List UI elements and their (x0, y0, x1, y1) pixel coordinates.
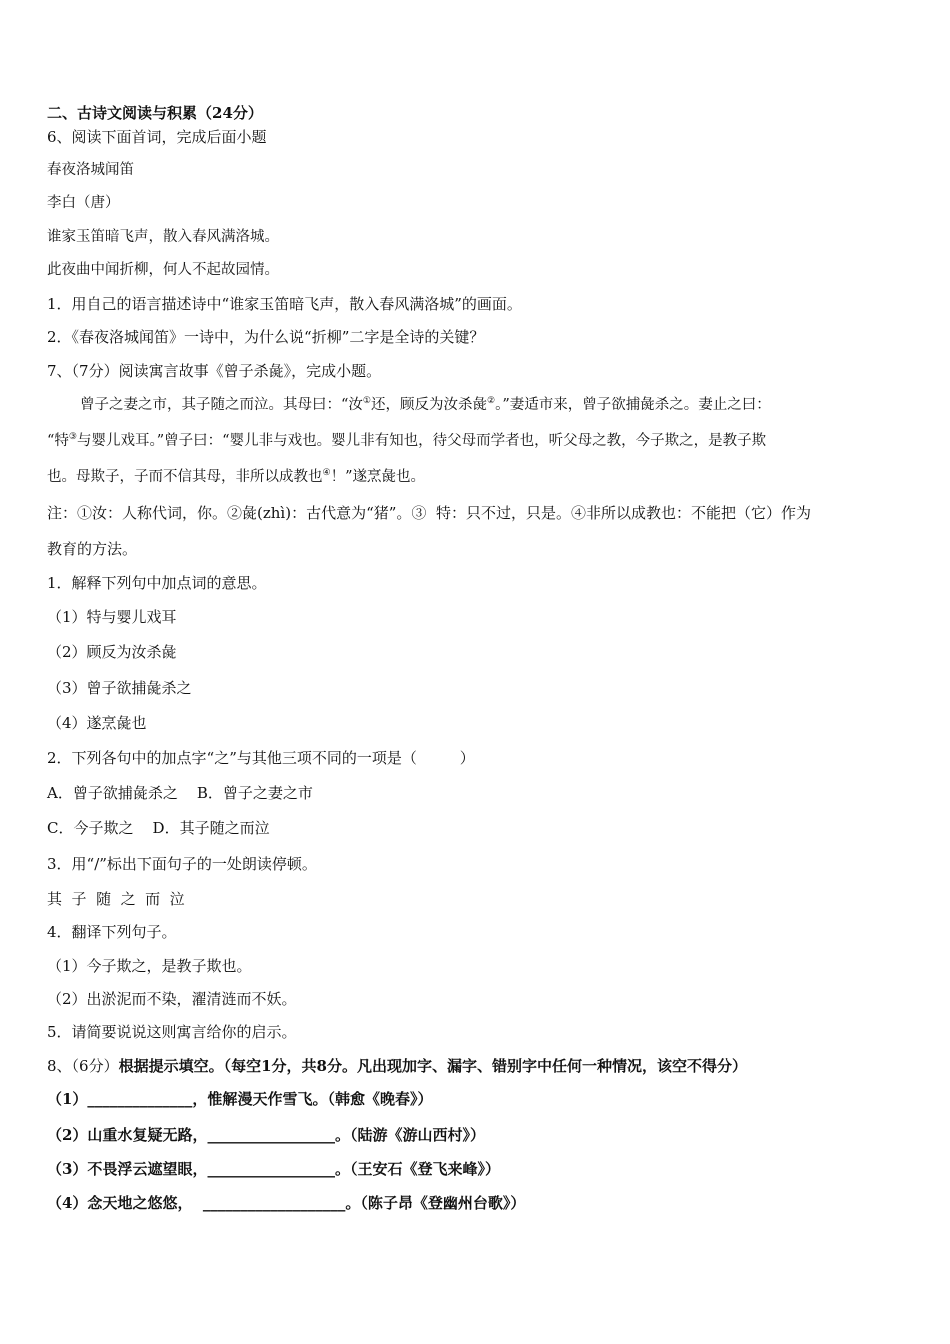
note-mark-1: ① (362, 396, 371, 407)
story-line-2: “特③与婴儿戏耳。”曾子曰：“婴儿非与戏也。婴儿非有知也，待父母而学者也，听父母之教，今子欺之，是教子欺 (47, 432, 767, 449)
note-mark-4: ④ (322, 468, 331, 479)
q8-fill-2: （2）山重水复疑无路，_________________。（陆游《游山西村》） (47, 1126, 485, 1144)
poem-line-1: 谁家玉笛暗飞声，散入春风满洛城。 (47, 229, 279, 245)
q6-intro: 6、阅读下面首词，完成后面小题 (47, 128, 267, 146)
q8-fill-3: （3）不畏浮云遮望眼，_________________。（王安石《登飞来峰》） (47, 1160, 500, 1178)
q6-sub-2: 2．《春夜洛城闻笛》一诗中，为什么说“折柳”二字是全诗的关键？ (47, 328, 485, 346)
q7-s4-b: （2）出淤泥而不染，濯清涟而不妖。 (47, 990, 297, 1008)
q7-s2-options-cd: C．今子欺之 D．其子随之而泣 (47, 819, 270, 837)
q7-s4: 4．翻译下列句子。 (47, 923, 177, 941)
q7-s1-c: （3）曾子欲捕彘杀之 (47, 679, 192, 697)
poem-title: 春夜洛城闻笛 (47, 162, 134, 178)
notes-line-1: 注：①汝：人称代词，你。②彘(zhì)：古代意为“猪”。③ 特：只不过，只是。④非所以成教也：不能把（它）作为 (47, 504, 811, 522)
q7-intro: 7、（7分）阅读寓言故事《曾子杀彘》，完成小题。 (47, 362, 382, 380)
q7-s3-sentence: 其 子 随 之 而 泣 (47, 890, 185, 908)
notes-line-2: 教育的方法。 (47, 540, 138, 558)
poem-line-2: 此夜曲中闻折柳，何人不起故园情。 (47, 262, 279, 278)
q7-s2: 2．下列各句中的加点字“之”与其他三项不同的一项是（ ） (47, 749, 475, 767)
q7-s4-a: （1）今子欺之，是教子欺也。 (47, 957, 252, 975)
story-line-3: 也。母欺子，子而不信其母，非所以成教也④！”遂烹彘也。 (47, 468, 425, 485)
q8-intro: 8、（6分）根据提示填空。（每空1分，共8分。凡出现加字、漏字、错别字中任何一种情况，该空不得分） (47, 1057, 747, 1075)
q7-s1-d: （4）遂烹彘也 (47, 714, 147, 732)
poem-author: 李白（唐） (47, 195, 120, 211)
q8-fill-1: （1）______________，惟解漫天作雪飞。（韩愈《晚春》） (47, 1090, 433, 1108)
q7-s3: 3．用“/”标出下面句子的一处朗读停顿。 (47, 855, 317, 873)
q7-s2-options-ab: A．曾子欲捕彘杀之 B．曾子之妻之市 (47, 784, 313, 802)
q7-s1: 1．解释下列句中加点词的意思。 (47, 574, 267, 592)
q7-s5: 5．请简要说说这则寓言给你的启示。 (47, 1023, 297, 1041)
q7-s1-a: （1）特与婴儿戏耳 (47, 608, 177, 626)
story-line-1: 曾子之妻之市，其子随之而泣。其母曰：“汝①还，顾反为汝杀彘②。”妻适市来，曾子欲捕彘杀之。妻止之曰： (80, 396, 771, 413)
q6-sub-1: 1．用自己的语言描述诗中“谁家玉笛暗飞声，散入春风满洛城”的画面。 (47, 295, 522, 313)
q8-fill-4: （4）念天地之悠悠， ___________________。（陈子昂《登幽州台歌》） (47, 1194, 526, 1212)
q7-s1-b: （2）顾反为汝杀彘 (47, 643, 177, 661)
note-mark-3: ③ (68, 432, 77, 443)
section-title: 二、古诗文阅读与积累（24分） (47, 104, 263, 122)
note-mark-2: ② (487, 396, 496, 407)
